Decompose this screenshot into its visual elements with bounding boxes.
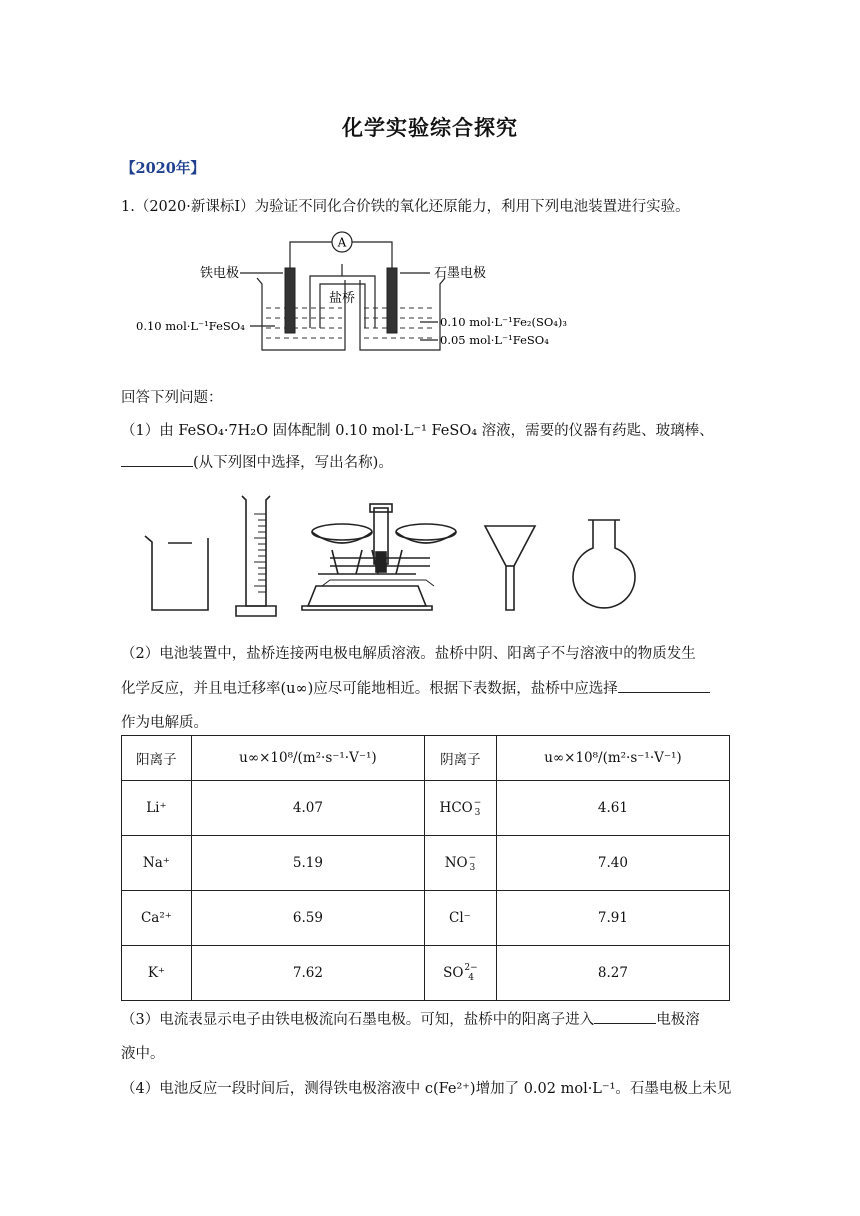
- cation-value-cell: 4.07: [191, 781, 424, 836]
- part3-line2: 液中。: [121, 1046, 165, 1062]
- part4-line1: （4）电池反应一段时间后，测得铁电极溶液中 c(Fe²⁺)增加了 0.02 mol·L⁻¹。石墨电极上未见: [121, 1081, 732, 1097]
- anion-formula: Cl⁻: [449, 910, 471, 926]
- anion-charge: −: [473, 798, 482, 808]
- anion-formula: SO: [443, 964, 464, 981]
- salt-bridge-label: 盐桥: [328, 291, 356, 306]
- table-row: [122, 836, 730, 891]
- anion-subscript: 3: [469, 863, 476, 873]
- anion-cell: [424, 836, 496, 891]
- anion-charge: 2−: [464, 963, 478, 973]
- instrument-images: [130, 488, 670, 618]
- anion-value-cell: 4.61: [496, 781, 729, 836]
- anion-cell: [424, 781, 496, 836]
- anion-subscript: 4: [468, 973, 474, 983]
- table-row: [122, 946, 730, 1001]
- part1-line2: [121, 451, 393, 472]
- anion-cell: [424, 946, 496, 1001]
- anion-value-cell: 7.91: [496, 891, 729, 946]
- iron-electrode-label: 铁电极: [200, 266, 240, 281]
- anion-cell: [424, 891, 496, 946]
- cation-cell: Na⁺: [122, 836, 192, 891]
- left-solution-label: 0.10 mol·L⁻¹FeSO₄: [136, 319, 245, 333]
- part2-line2: [121, 677, 710, 698]
- answer-blank-2[interactable]: [618, 678, 710, 693]
- part2-line2-text: 化学反应，并且电迁移率(u∞)应尽可能地相近。根据下表数据，盐桥中应选择: [121, 681, 618, 697]
- part1-line1: （1）由 FeSO₄·7H₂O 固体配制 0.10 mol·L⁻¹ FeSO₄ 溶液，需要的仪器有药匙、玻璃棒、: [121, 423, 714, 439]
- ammeter-label: A: [337, 235, 347, 250]
- cation-value-cell: 7.62: [191, 946, 424, 1001]
- part3-line1: [121, 1008, 700, 1029]
- part3-line1-text-a: （3）电流表显示电子由铁电极流向石墨电极。可知，盐桥中的阳离子进入: [121, 1012, 595, 1028]
- cation-value-cell: 5.19: [191, 836, 424, 891]
- cation-value-cell: 6.59: [191, 891, 424, 946]
- cation-cell: K⁺: [122, 946, 192, 1001]
- anion-formula: NO: [444, 854, 468, 871]
- answer-blank-3[interactable]: [594, 1009, 656, 1024]
- table-row: [122, 781, 730, 836]
- battery-apparatus-diagram: [130, 228, 570, 358]
- round-bottom-flask-icon: [573, 520, 635, 608]
- table-header-row: [122, 736, 730, 781]
- cation-cell: Li⁺: [122, 781, 192, 836]
- question-intro: 1.（2020·新课标I）为验证不同化合价铁的氧化还原能力，利用下列电池装置进行实验。: [121, 199, 690, 215]
- page-title: 化学实验综合探究: [342, 115, 518, 140]
- section-heading: 【2020年】: [121, 160, 205, 177]
- part3-line1-text-b: 电极溶: [656, 1012, 700, 1028]
- anion-subscript: 3: [474, 808, 481, 818]
- header-cation-mobility: u∞×10⁸/(m²·s⁻¹·V⁻¹): [191, 736, 424, 781]
- part1-line2-text: (从下列图中选择，写出名称)。: [193, 455, 393, 471]
- anion-charge: −: [468, 853, 477, 863]
- header-cation: 阳离子: [122, 736, 192, 781]
- graduated-cylinder-icon: [236, 496, 276, 616]
- funnel-icon: [485, 526, 535, 610]
- right-solution-label-1: 0.10 mol·L⁻¹Fe₂(SO₄)₃: [440, 315, 568, 329]
- graphite-electrode-label: 石墨电极: [434, 266, 487, 281]
- beaker-icon: [145, 536, 208, 610]
- ion-mobility-table: [121, 735, 730, 1001]
- anion-value-cell: 8.27: [496, 946, 729, 1001]
- balance-scale-icon: [302, 504, 456, 610]
- answer-blank-1[interactable]: [121, 452, 193, 467]
- header-anion: 阴离子: [424, 736, 496, 781]
- answer-prompt: 回答下列问题：: [121, 390, 223, 406]
- part2-line1: （2）电池装置中，盐桥连接两电极电解质溶液。盐桥中阴、阳离子不与溶液中的物质发生: [121, 646, 696, 662]
- anion-value-cell: 7.40: [496, 836, 729, 891]
- part2-line3: 作为电解质。: [121, 715, 208, 731]
- table-row: [122, 891, 730, 946]
- anion-formula: HCO: [439, 799, 473, 816]
- right-solution-label-2: 0.05 mol·L⁻¹FeSO₄: [440, 333, 549, 347]
- header-anion-mobility: u∞×10⁸/(m²·s⁻¹·V⁻¹): [496, 736, 729, 781]
- cation-cell: Ca²⁺: [122, 891, 192, 946]
